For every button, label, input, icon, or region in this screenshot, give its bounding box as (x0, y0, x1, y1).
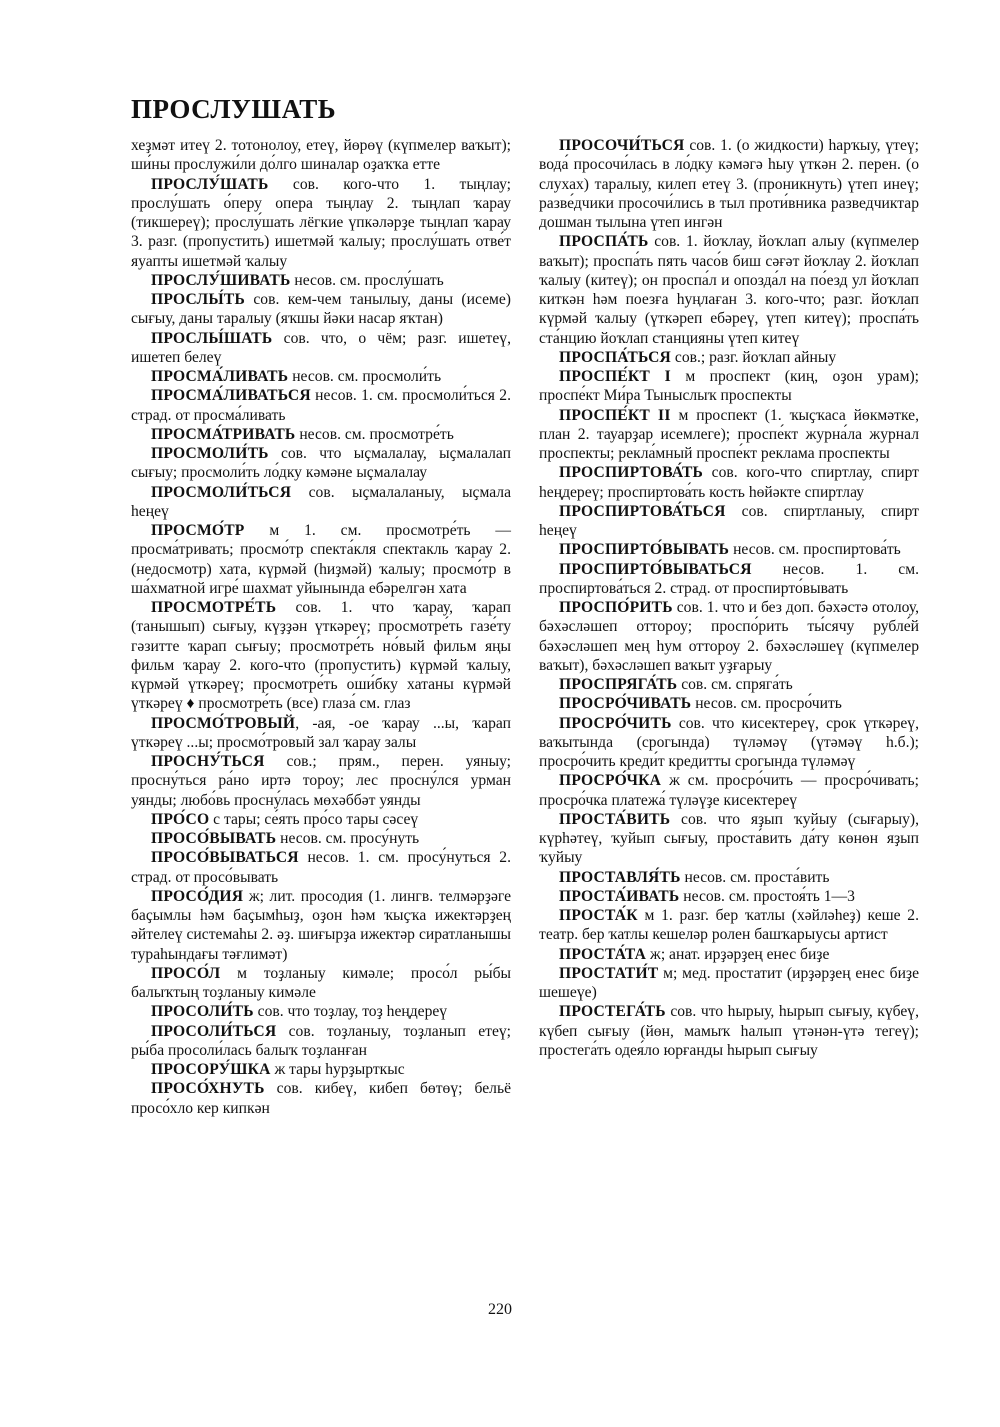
dictionary-entry (539, 771, 919, 810)
dictionary-entry (539, 868, 919, 887)
entry-body: несов. см. простоя́ть 1—3 (679, 887, 855, 905)
entry-headword: ПРОСРО́ЧИВАТЬ (559, 695, 692, 713)
dictionary-entry (131, 175, 511, 271)
entry-body: сов. 1. (о жидкости) һарҡыу, үтеү; вода́ просочи́лась в ло́дку кәмәгә һыу үткән 2. перен. (о слухах) таралыу, килеп етеү 3. (проникнуть) үтеп инеү; разве́дчики просочи́лись в тыл проти́вника разведчиктар дошман тылына үтеп ингән (539, 137, 919, 231)
entry-headword: ПРОСОЧИ́ТЬСЯ (559, 137, 685, 154)
entry-headword: ПРОСО́ХНУТЬ (151, 1080, 265, 1098)
dictionary-entry (131, 136, 511, 175)
dictionary-entry (131, 386, 511, 425)
entry-headword: ПРОСОЛИ́ТЬ (151, 1003, 254, 1021)
entry-body: сов. 1. что ҡарау, ҡарап (танышып) сығыу, күҙҙән үткәреү; просмотре́ть газе́ту гәзитте ҡарап сығыу; просмотре́ть но́вый фильм яңы фильм ҡарау 2. кого-что (пропустить) күрмәй ҡалыу, күрмәй үткәреү; просмотре́ть оши́бку хатаны күрмәй үткәреү ♦ просмотре́ть (все) глаза́ см. глаз (131, 599, 511, 713)
entry-body: м тоҙланыу кимәле; просо́л ры́бы балыҡтың тоҙланыу кимәле (131, 964, 511, 1001)
entry-body: м проспект (1. ҡыҫҡаса йөкмәтке, план 2. тауарҙар исемлеге); проспе́кт журна́ла журнал проспекты; рекла́мный проспе́кт реклама проспекты (539, 406, 920, 462)
entry-headword: ПРОСМОЛИ́ТЬ (151, 445, 269, 462)
dictionary-entry (539, 463, 919, 502)
dictionary-entry (539, 406, 919, 464)
entry-headword: ПРОСМОТРЕ́ТЬ (151, 599, 277, 616)
dictionary-entry (131, 829, 511, 848)
entry-body: несов. см. проспиртова́ть (729, 541, 901, 559)
entry-headword: ПРОСМА́ТРИВАТЬ (151, 425, 296, 443)
dictionary-entry (539, 887, 919, 906)
entry-headword: ПРОСТА́ИВАТЬ (559, 887, 680, 905)
dictionary-entry (131, 329, 511, 368)
entry-body: сов. кого-что 1. тыңлау; прослу́шать о́перу опера тыңлау 2. тыңлап ҡарау (тикшереү); прослу́шать лёгкие үпкәләрҙе тыңлап ҡарау 3. разг. (пропустить) ишетмәй ҡалыу; прослу́шать отве́т яуапты ишетмәй ҡалыу (131, 175, 511, 270)
entry-body: сов. кем-чем танылыу, даны (исеме) сығыу, даны таралыу (яҡшы йәки насар яҡтан) (131, 291, 511, 328)
entry-headword: ПРОСМА́ЛИВАТЬ (151, 368, 289, 385)
dictionary-entry (131, 1022, 511, 1061)
entry-body: сов. что һырыу, һырып сығыу, күбеү, күбеп сығыу (йөн, мамыҡ һалып үтәнән-үтә тегеү); простега́ть одея́ло юрғанды һырып сығыу (539, 1003, 919, 1059)
entry-body: несов. 1. см. проспиртова́ться 2. страд. от проспирто́вывать (539, 560, 919, 597)
entry-headword: ПРОСМО́ТРОВЫЙ (151, 714, 296, 732)
entry-headword: ПРОСЛЫ́ТЬ (151, 291, 245, 308)
entry-body: м 1. разг. бер ҡатлы (хәйләһеҙ) кеше 2. театр. бер ҡатлы кешеләр ролен башҡарыусы артист (539, 907, 919, 944)
dictionary-entry (539, 598, 919, 675)
dictionary-entry (539, 714, 919, 772)
dictionary-entry (539, 1002, 919, 1060)
page-number: 220 (488, 1301, 512, 1318)
entry-headword: ПРОСПО́РИТЬ (559, 599, 673, 616)
dictionary-entry (539, 367, 919, 406)
entry-body: сов. кого-что спиртлау, спирт һеңдереү; проспиртова́ть кость һөйәкте спиртлау (539, 464, 919, 501)
dictionary-entry (539, 540, 919, 559)
entry-body: с тары; се́ять про́со тары сәсеү (209, 810, 419, 828)
entry-body: сов. что, о чём; разг. ишетеү, ишетеп белеү (131, 329, 511, 366)
entry-body: сов. см. спряга́ть (677, 676, 793, 693)
entry-headword: ПРОСТА́ТА (559, 945, 647, 963)
entry-body: несов. см. просро́чить (691, 695, 842, 713)
entry-body: сов. ыҫмалаланыу, ыҫмала һеңеү (131, 483, 511, 520)
entry-headword: ПРОСНУ́ТЬСЯ (151, 753, 265, 770)
running-head: ПРОСЛУШАТЬ (131, 94, 337, 124)
entry-body: сов. что ыҫмалалау, ыҫмалалап сығыу; просмоли́ть ло́дку кәмәне ыҫмалалау (131, 445, 511, 482)
entry-headword: ПРОСО́ДИЯ (151, 887, 244, 905)
dictionary-entry (131, 367, 511, 386)
entry-headword: ПРОСПИРТОВА́ТЬСЯ (559, 502, 726, 520)
entry-body: несов. см. просу́нуть (276, 830, 420, 847)
entry-headword: ПРОСОЛИ́ТЬСЯ (151, 1022, 277, 1040)
dictionary-entry (131, 1002, 511, 1021)
entry-headword: ПРОСО́Л (151, 964, 221, 982)
entry-body: сов. кибеү, кибеп бөтөү; бельё просо́хло кер кипкән (131, 1080, 511, 1117)
dictionary-entry (131, 444, 511, 483)
entry-headword: ПРОСТА́ВИТЬ (559, 810, 671, 828)
dictionary-entry (131, 290, 511, 329)
entry-headword: ПРОСПРЯГА́ТЬ (559, 676, 678, 693)
entry-body: сов. спиртланыу, спирт һеңеү (539, 502, 919, 539)
entry-headword: ПРОСПИРТО́ВЫВАТЬСЯ (559, 560, 752, 578)
entry-body: м проспект (киң, оҙон урам); проспе́кт Ми́ра Тыныслыҡ проспекты (539, 368, 919, 405)
entry-headword: ПРОСПИРТОВА́ТЬ (559, 464, 704, 482)
entry-body: сов. тоҙланыу, тоҙланып етеү; ры́ба просоли́лась балыҡ тоҙланған (131, 1022, 511, 1059)
dictionary-entry (131, 271, 511, 290)
entry-headword: ПРОСОРУ́ШКА (151, 1061, 271, 1078)
entry-headword: ПРОСПА́ТЬСЯ (559, 348, 672, 366)
entry-headword: ПРОСРО́ЧКА (559, 772, 662, 790)
entry-headword: ПРОСЛЫ́ШАТЬ (151, 329, 273, 347)
entry-headword: ПРОСТА́К (559, 907, 638, 924)
dictionary-entry (539, 502, 919, 541)
entry-headword: ПРОСО́ВЫВАТЬСЯ (151, 849, 299, 867)
entry-headword: ПРОСТЕГА́ТЬ (559, 1003, 666, 1021)
dictionary-entry (131, 483, 511, 522)
entry-headword: ПРОСТАВЛЯ́ТЬ (559, 868, 681, 886)
dictionary-entry (131, 810, 511, 829)
dictionary-entry (539, 964, 919, 1003)
dictionary-entry (539, 945, 919, 964)
entry-headword: ПРОСЛУ́ШИВАТЬ (151, 271, 291, 289)
dictionary-entry (131, 887, 511, 964)
dictionary-entry (539, 232, 919, 348)
dictionary-entry (131, 425, 511, 444)
dictionary-entry (131, 964, 511, 1003)
entry-body: несов. см. просмотре́ть (295, 425, 454, 443)
entry-body: сов. что яҙып ҡуйыу (сығарыу), күрһәтеү, ҡуйып сығыу, проста́вить да́ту көнөн яҙып ҡуйыу (539, 810, 919, 867)
entry-body: сов. 1. йоҡлау, йоҡлап алыу (күпмелер ваҡыт); проспа́ть пять часо́в биш сәғәт йоҡлау 2. йоҡлап ҡалыу (китеү); он проспа́л и опозда́л на по́езд ул йоҡлап киткән һәм поезға һуңлаған 3. кого-что; разг. йоҡлап күрмәй ҡалыу (үткәреп ебәреү, үтеп китеү); проспа́ть ста́нцию йоҡлап станцияны үтеп китеү (539, 233, 919, 347)
dictionary-entry (539, 906, 919, 945)
entry-body: сов. что тоҙлау, тоҙ һеңдереү (253, 1003, 448, 1021)
entry-body: несов. 1. см. просмоли́ться 2. страд. от просма́ливать (131, 387, 511, 424)
dictionary-entry (131, 714, 511, 753)
entry-body: несов. см. просмоли́ть (288, 368, 442, 385)
entry-headword: ПРОСТАТИ́Т (559, 964, 659, 982)
entry-headword: ПРОСМА́ЛИВАТЬСЯ (151, 387, 311, 405)
dictionary-entry (131, 752, 511, 810)
entry-headword: ПРОСМОЛИ́ТЬСЯ (151, 483, 292, 501)
entry-body: хеҙмәт итеү 2. тотонолоу, етеү, йөрөү (күпмелер ваҡыт); ши́ны прослужи́ли до́лго шиналар оҙаҡҡа етте (131, 137, 511, 174)
entry-headword: ПРОСПИРТО́ВЫВАТЬ (559, 541, 730, 559)
entry-headword: ПРОСПЕ́КТ I (559, 368, 671, 385)
dictionary-entry (131, 1060, 511, 1079)
left-column (131, 136, 511, 1118)
dictionary-entry (539, 136, 919, 232)
entry-body: м 1. см. просмотре́ть — просма́тривать; просмо́тр спекта́кля спектакль ҡарау 2. (недосмотр) хата, күрмәй (һиҙмәй) ҡалыу; просмо́тр в ша́хматной игре́ шахмат уйынында ебәрелгән хата (131, 522, 511, 597)
dictionary-entry (131, 1079, 511, 1118)
dictionary-entry (539, 694, 919, 713)
entry-body: сов. 1. что и без доп. бәхәстә отолоу, бәхәсләшеп оттороу; проспо́рить ты́сячу рубле́й бәхәсләшеп мең һум оттороу 2. бәхәсләшеү (күпмелер ваҡыт), бәхәсләшеп ваҡыт уҙғарыу (539, 599, 919, 674)
entry-body: м; мед. простатит (ирҙәрҙең енес биҙе шешеүе) (539, 964, 919, 1001)
dictionary-entry (131, 848, 511, 887)
entry-body: несов. 1. см. просу́нуться 2. страд. от просо́вывать (131, 849, 511, 886)
entry-headword: ПРОСПА́ТЬ (559, 233, 649, 251)
entry-body: , -ая, -ое ҡарау ...ы, ҡарап үткәреү ...ы; просмо́тровый зал ҡарау залы (131, 714, 511, 751)
entry-body: несов. см. прослу́шать (290, 271, 444, 289)
entry-body: ж см. просро́чить — просро́чивать; просро́чка платежа́ түләүҙе кисектереү (539, 772, 919, 809)
entry-headword: ПРО́СО (151, 810, 210, 828)
right-column (539, 136, 919, 1060)
entry-body: сов.; прям., перен. уяныу; просну́ться ра́но иртә тороу; лес просну́лся урман уянды; любо́вь просну́лась мөхәббәт уянды (131, 753, 511, 809)
entry-body: ж; лит. просодия (1. лингв. телмәрҙәге баҫымлы һәм баҫымһыҙ, оҙон һәм ҡыҫҡа ижектәрҙең әйтелеү системаһы 2. әҙ. шиғырҙа ижектәр сиратланышы тураһындағы тәғлимәт) (131, 887, 511, 963)
dictionary-entry (539, 348, 919, 367)
dictionary-entry (539, 560, 919, 599)
entry-body: несов. см. проста́вить (680, 868, 830, 886)
dictionary-entry (131, 598, 511, 714)
entry-headword: ПРОСРО́ЧИТЬ (559, 714, 672, 732)
entry-headword: ПРОСЛУ́ШАТЬ (151, 175, 269, 193)
entry-body: ж тары һурҙырткыс (270, 1061, 405, 1078)
entry-headword: ПРОСО́ВЫВАТЬ (151, 830, 277, 847)
dictionary-entry (131, 521, 511, 598)
dictionary-entry (539, 810, 919, 868)
dictionary-entry (539, 675, 919, 694)
entry-body: сов. что кисектереү, срок үткәреү, ваҡытында (срогында) түләмәү (үтәмәү h.б.); просро́чить креди́т кредитты срогында түләмәү (539, 714, 919, 770)
entry-body: сов.; разг. йоҡлап айныу (671, 348, 837, 366)
entry-headword: ПРОСПЕ́КТ II (559, 406, 671, 424)
entry-headword: ПРОСМО́ТР (151, 522, 245, 539)
entry-body: ж; анат. ирҙәрҙең енес биҙе (646, 945, 830, 963)
